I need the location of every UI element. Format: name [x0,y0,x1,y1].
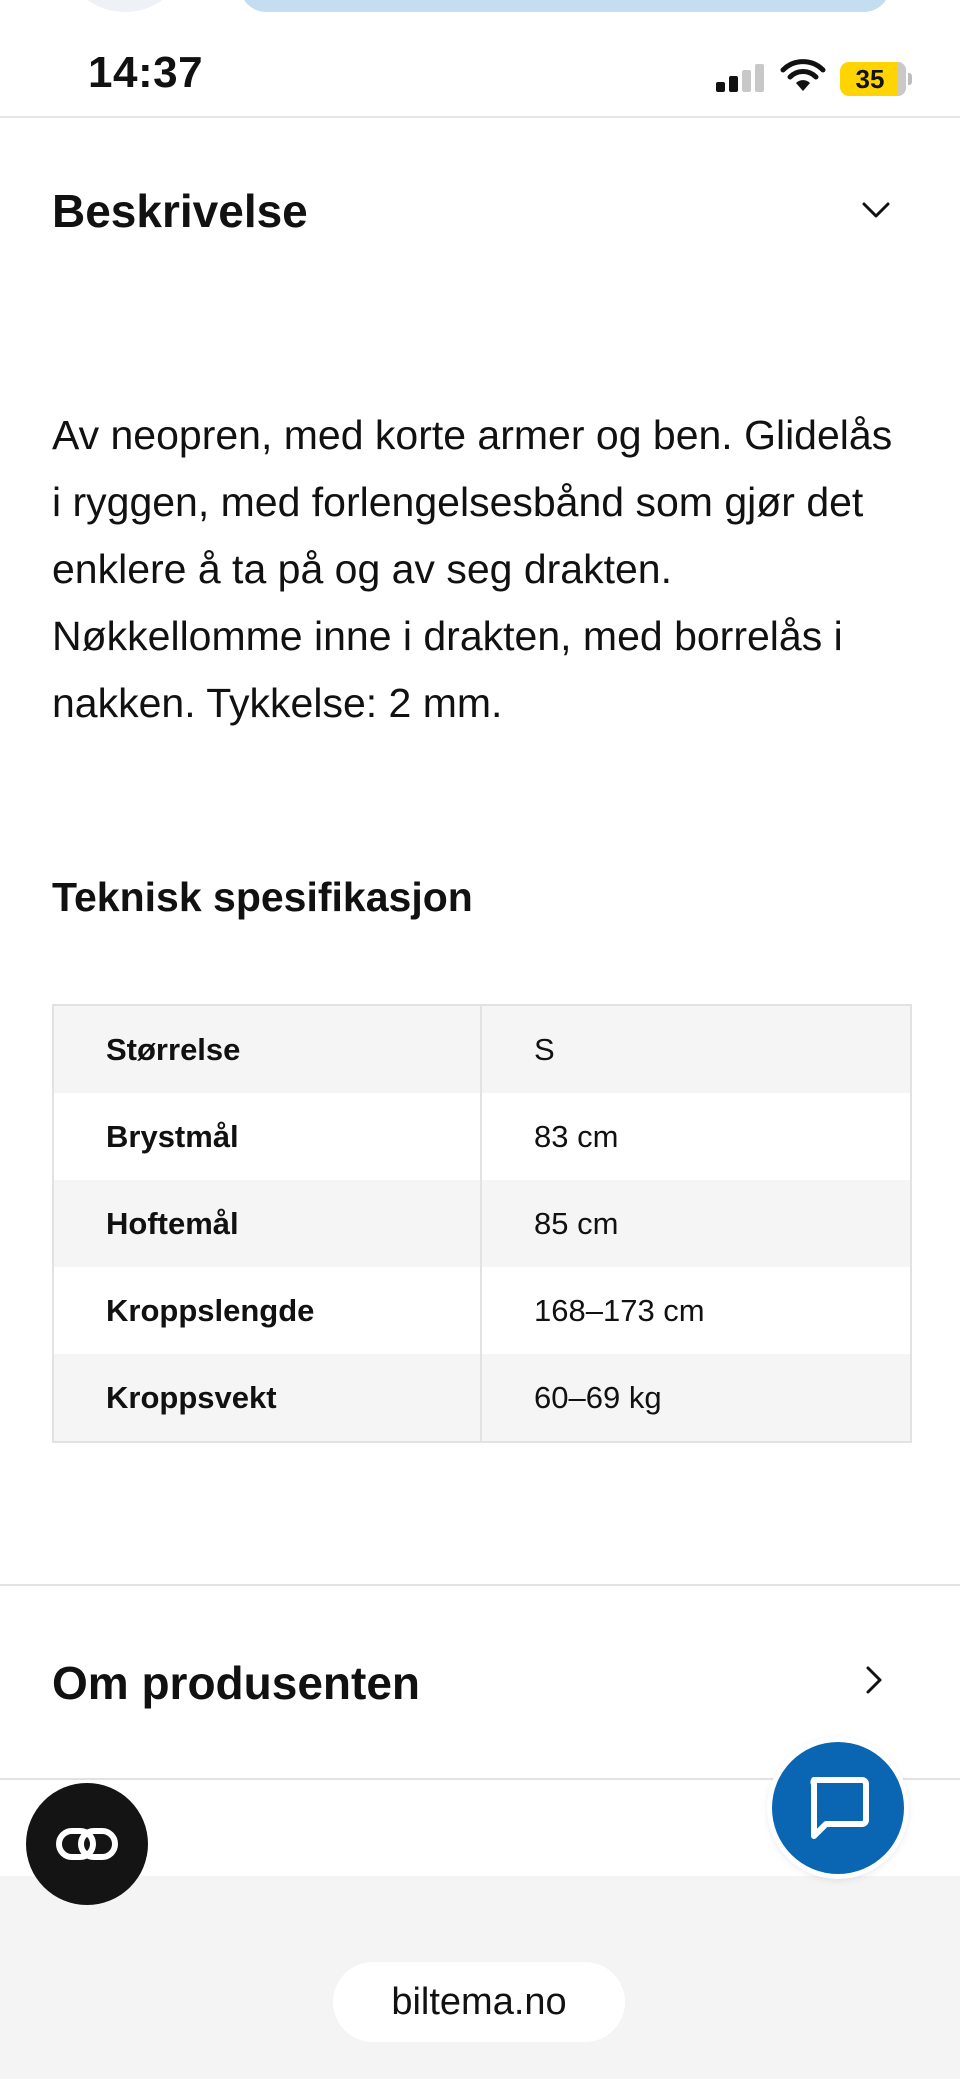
spec-label: Kroppslengde [54,1267,482,1354]
link-icon [55,1823,119,1865]
spec-value: S [534,1032,555,1067]
spec-label: Hoftemål [54,1180,482,1267]
table-row [54,1267,910,1354]
status-time: 14:37 [88,48,204,97]
chat-button[interactable] [772,1742,904,1874]
description-text: Av neopren, med korte armer og ben. Glidelås i ryggen, med forlengelsesbånd som gjør det enklere å ta på og av seg drakten. Nøkkellomme inne i drakten, med borrelås i nakken. Tykkelse: 2 mm. [52,412,893,726]
section-divider [0,1584,960,1586]
cellular-signal-icon [716,64,766,92]
spec-label: Brystmål [54,1093,482,1180]
url-address-bar[interactable]: biltema.no [333,1962,625,2042]
spec-value: 60–69 kg [534,1380,662,1415]
table-row [54,1180,910,1267]
battery-icon [840,62,906,96]
table-row [54,1093,910,1180]
battery-level: 35 [855,64,885,94]
search-bar-fragment [240,0,890,12]
chevron-right-icon [856,1662,892,1698]
table-row [54,1354,910,1441]
spec-title: Teknisk spesifikasjon [52,874,473,920]
description-title: Beskrivelse [52,185,308,237]
header-icon-fragment [75,0,175,12]
browser-bottom-bar [0,1876,960,2079]
manufacturer-title: Om produsenten [52,1657,421,1709]
description-accordion-header[interactable] [0,170,960,260]
table-row [54,1006,910,1093]
link-button[interactable] [26,1783,148,1905]
spec-label: Størrelse [54,1006,482,1093]
chevron-down-icon [858,192,894,228]
spec-value: 168–173 cm [534,1293,705,1328]
spec-value: 85 cm [534,1206,619,1241]
spec-value: 83 cm [534,1119,619,1154]
previous-header-fragment [0,0,960,14]
wifi-icon [780,58,826,94]
status-bar [0,14,960,118]
chat-icon [802,1772,874,1844]
spec-table [52,1004,912,1443]
spec-label: Kroppsvekt [54,1354,482,1441]
